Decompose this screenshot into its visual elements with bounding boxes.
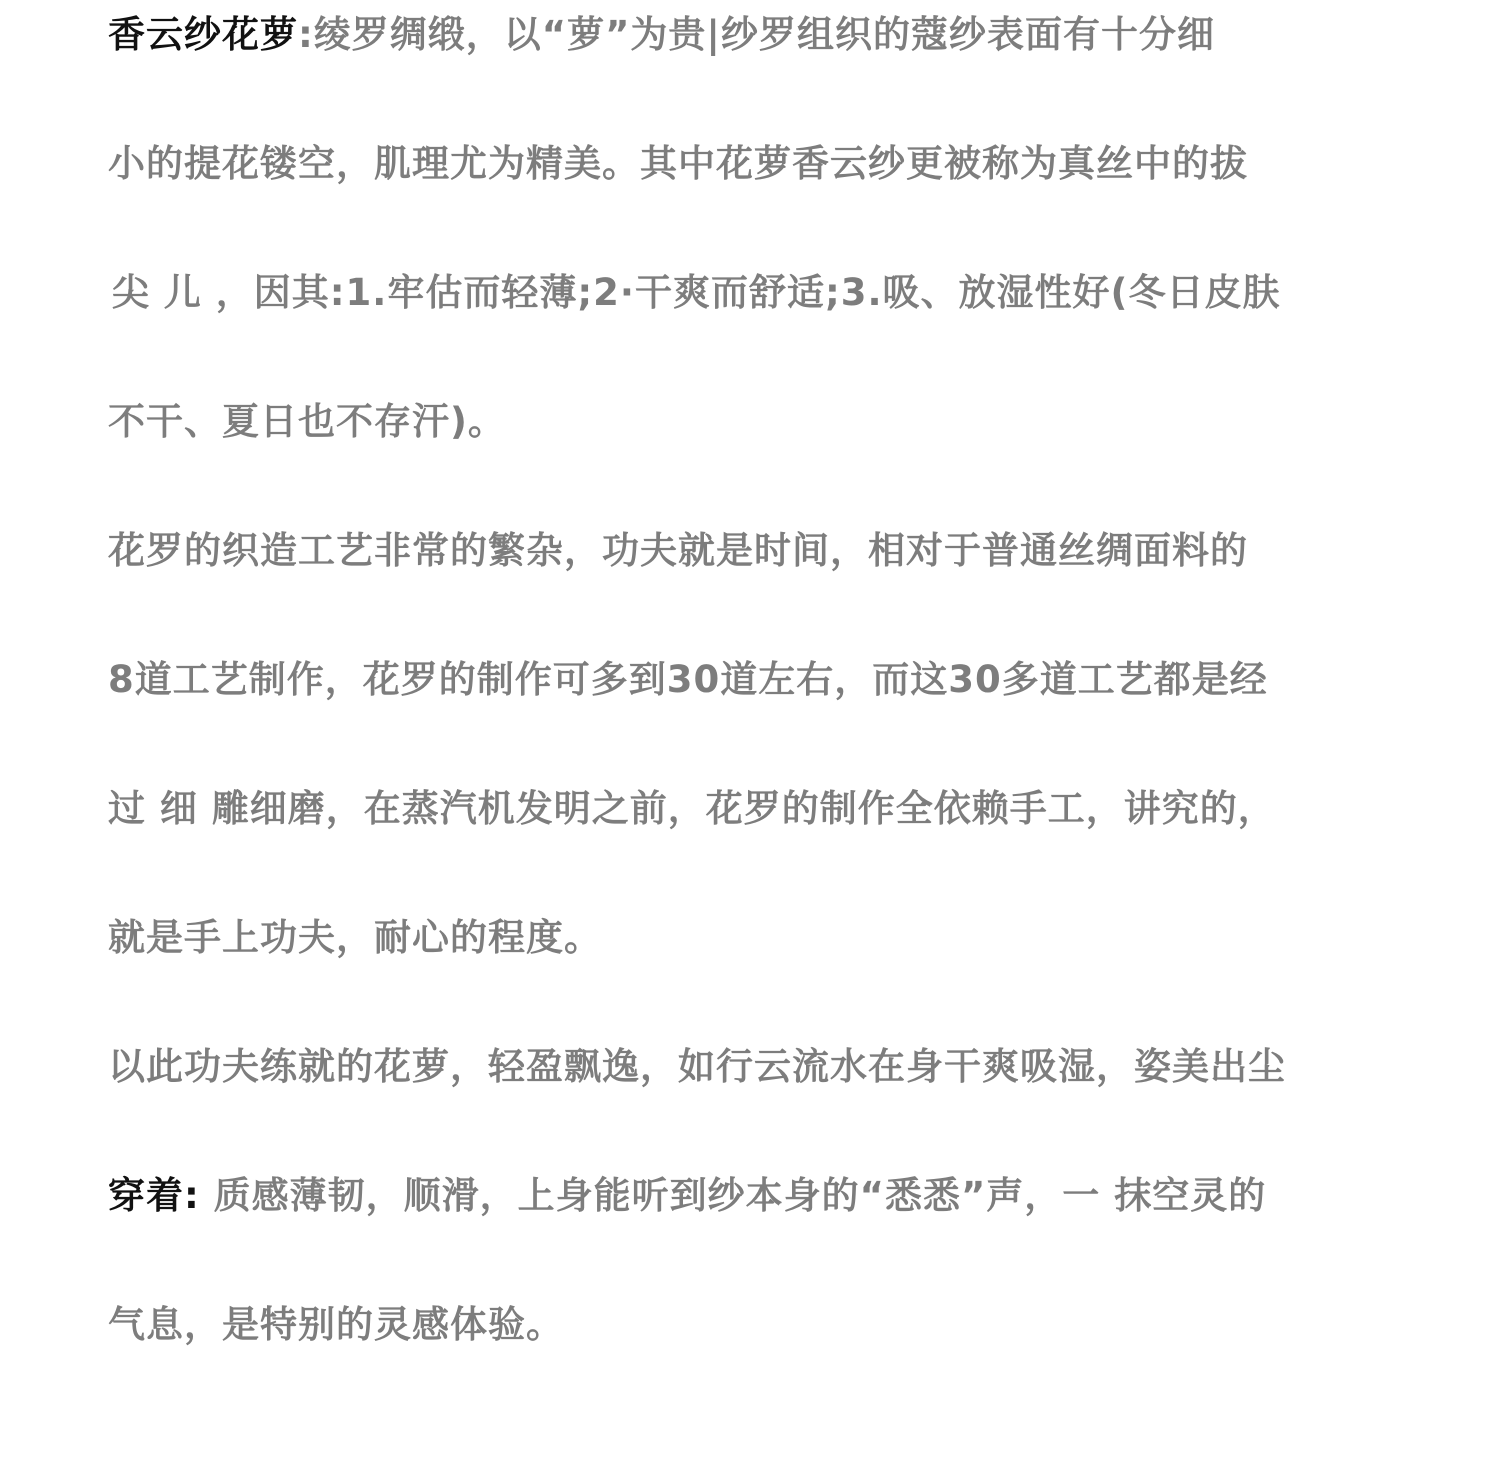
paragraph-3-line-1: 以此功夫练就的花萝，轻盈飘逸，如行云流水在身干爽吸湿，姿美出尘 (108, 1045, 1286, 1088)
paragraph-1-line-2: 小的提花镂空，肌理尤为精美。其中花萝香云纱更被称为真丝中的拔 (108, 142, 1248, 185)
paragraph-1-heading: 香云纱花萝 (108, 13, 298, 56)
paragraph-1-line-3: 尖 儿 ，因其:1.牢估而轻薄;2·干爽而舒适;3.吸、放湿性好(冬日皮肤 (112, 271, 1281, 314)
paragraph-4-line-1 (108, 1173, 1266, 1219)
paragraph-4-line-2: 气息，是特别的灵感体验。 (108, 1303, 564, 1346)
paragraph-2-line-3: 过 细 雕细磨，在蒸汽机发明之前，花罗的制作全依赖手工，讲究的， (108, 787, 1276, 830)
paragraph-4-heading: 穿着: (108, 1174, 200, 1217)
paragraph-2-line-4: 就是手上功夫，耐心的程度。 (108, 916, 602, 959)
paragraph-2-line-1: 花罗的织造工艺非常的繁杂，功夫就是时间，相对于普通丝绸面料的 (108, 529, 1248, 572)
paragraph-4-text: 质感薄韧，顺滑，上身能听到纱本身的“悉悉”声，一 抹空灵的 (199, 1174, 1267, 1217)
paragraph-2-line-2: 8道工艺制作，花罗的制作可多到30道左右，而这30多道工艺都是经 (108, 658, 1268, 701)
paragraph-1-line-1 (108, 12, 1215, 58)
paragraph-1-line-4: 不干、夏日也不存汗)。 (108, 400, 506, 443)
paragraph-1-text: :绫罗绸缎，以“萝”为贵|纱罗组织的蔻纱表面有十分细 (298, 13, 1215, 56)
